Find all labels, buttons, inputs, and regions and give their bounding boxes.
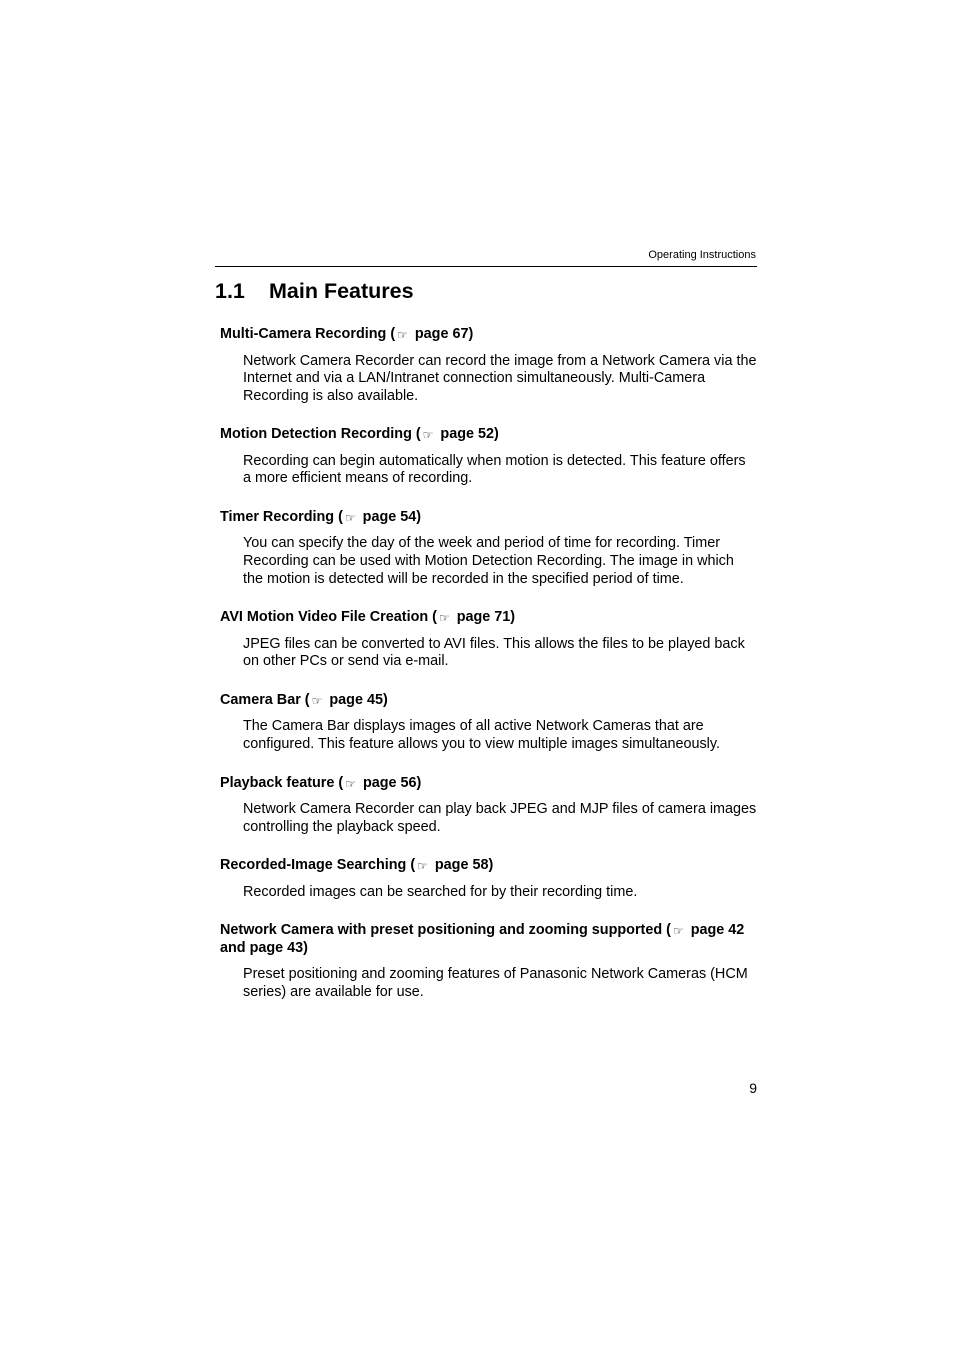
feature-preset-positioning-zooming [220,922,760,1001]
pointing-hand-icon: ☞ [311,693,323,708]
pointing-hand-icon: ☞ [397,328,408,342]
section-number: 1.1 [215,279,245,303]
feature-title: Timer Recording ( [220,508,343,525]
feature-title: Network Camera with preset positioning and zooming supported ( [220,922,671,939]
feature-description: JPEG files can be converted to AVI files. This allows the files to be played back on other PCs or send via e-mail. [243,635,745,670]
feature-timer-recording [220,509,760,588]
pointing-hand-icon: ☞ [345,776,356,791]
feature-title: Recorded-Image Searching ( [220,857,416,874]
pointing-hand-icon: ☞ [438,611,450,626]
feature-title: Motion Detection Recording ( [220,426,421,443]
page-reference-link[interactable]: page 67) [410,326,474,342]
feature-title: Multi-Camera Recording ( [220,326,396,342]
page-reference-link[interactable]: page 58) [430,857,494,874]
running-header: Operating Instructions [648,249,756,261]
feature-heading [220,922,760,957]
pointing-hand-icon: ☞ [417,859,428,874]
feature-title: AVI Motion Video File Creation ( [220,609,437,626]
page-reference-link[interactable]: page 54) [358,508,422,525]
page-reference-link[interactable]: page 56) [358,774,422,791]
feature-avi-video-creation [220,609,760,671]
feature-heading [220,609,760,627]
feature-heading [220,326,760,344]
feature-description: Network Camera Recorder can record the image from a Network Camera via the Internet and via a LAN/Intranet connection simultaneously. Multi-Camera Recording is also available. [243,352,757,404]
feature-playback [220,775,760,837]
page-reference-link[interactable]: page 42 and page 43) [220,922,745,956]
pointing-hand-icon: ☞ [344,510,356,525]
feature-title: Camera Bar ( [220,691,310,708]
page-number: 9 [749,1080,757,1096]
feature-motion-detection-recording [220,426,760,488]
feature-description: Recorded images can be searched for by their recording time. [243,883,638,900]
feature-recorded-image-searching [220,857,760,901]
feature-description: Network Camera Recorder can play back JPEG and MJP files of camera images controlling the playback speed. [243,801,757,835]
feature-heading [220,857,760,875]
feature-title: Playback feature ( [220,774,344,791]
feature-heading [220,775,760,793]
feature-description: Recording can begin automatically when motion is detected. This feature offers a more efficient means of recording. [243,452,746,487]
feature-heading [220,509,760,527]
page-reference-link[interactable]: page 52) [436,426,499,443]
feature-description: Preset positioning and zooming features of Panasonic Network Cameras (HCM series) are available for use. [243,966,748,1000]
feature-multi-camera-recording [220,326,760,405]
feature-list [220,326,760,1023]
pointing-hand-icon: ☞ [422,428,434,443]
feature-heading [220,692,760,710]
header-rule [215,266,757,267]
feature-camera-bar [220,692,760,754]
page-reference-link[interactable]: page 71) [452,609,516,626]
feature-description: The Camera Bar displays images of all active Network Cameras that are configured. This feature allows you to view multiple images simultaneously. [243,718,720,753]
feature-description: You can specify the day of the week and period of time for recording. Timer Recording can be used with Motion Detection Recording. The image in which the motion is detected will be recorded in the specified period of time. [243,535,734,587]
section-title-text: Main Features [269,279,414,303]
feature-heading [220,426,760,444]
pointing-hand-icon: ☞ [672,924,684,939]
section-title [215,277,414,305]
page-reference-link[interactable]: page 45) [325,691,388,708]
